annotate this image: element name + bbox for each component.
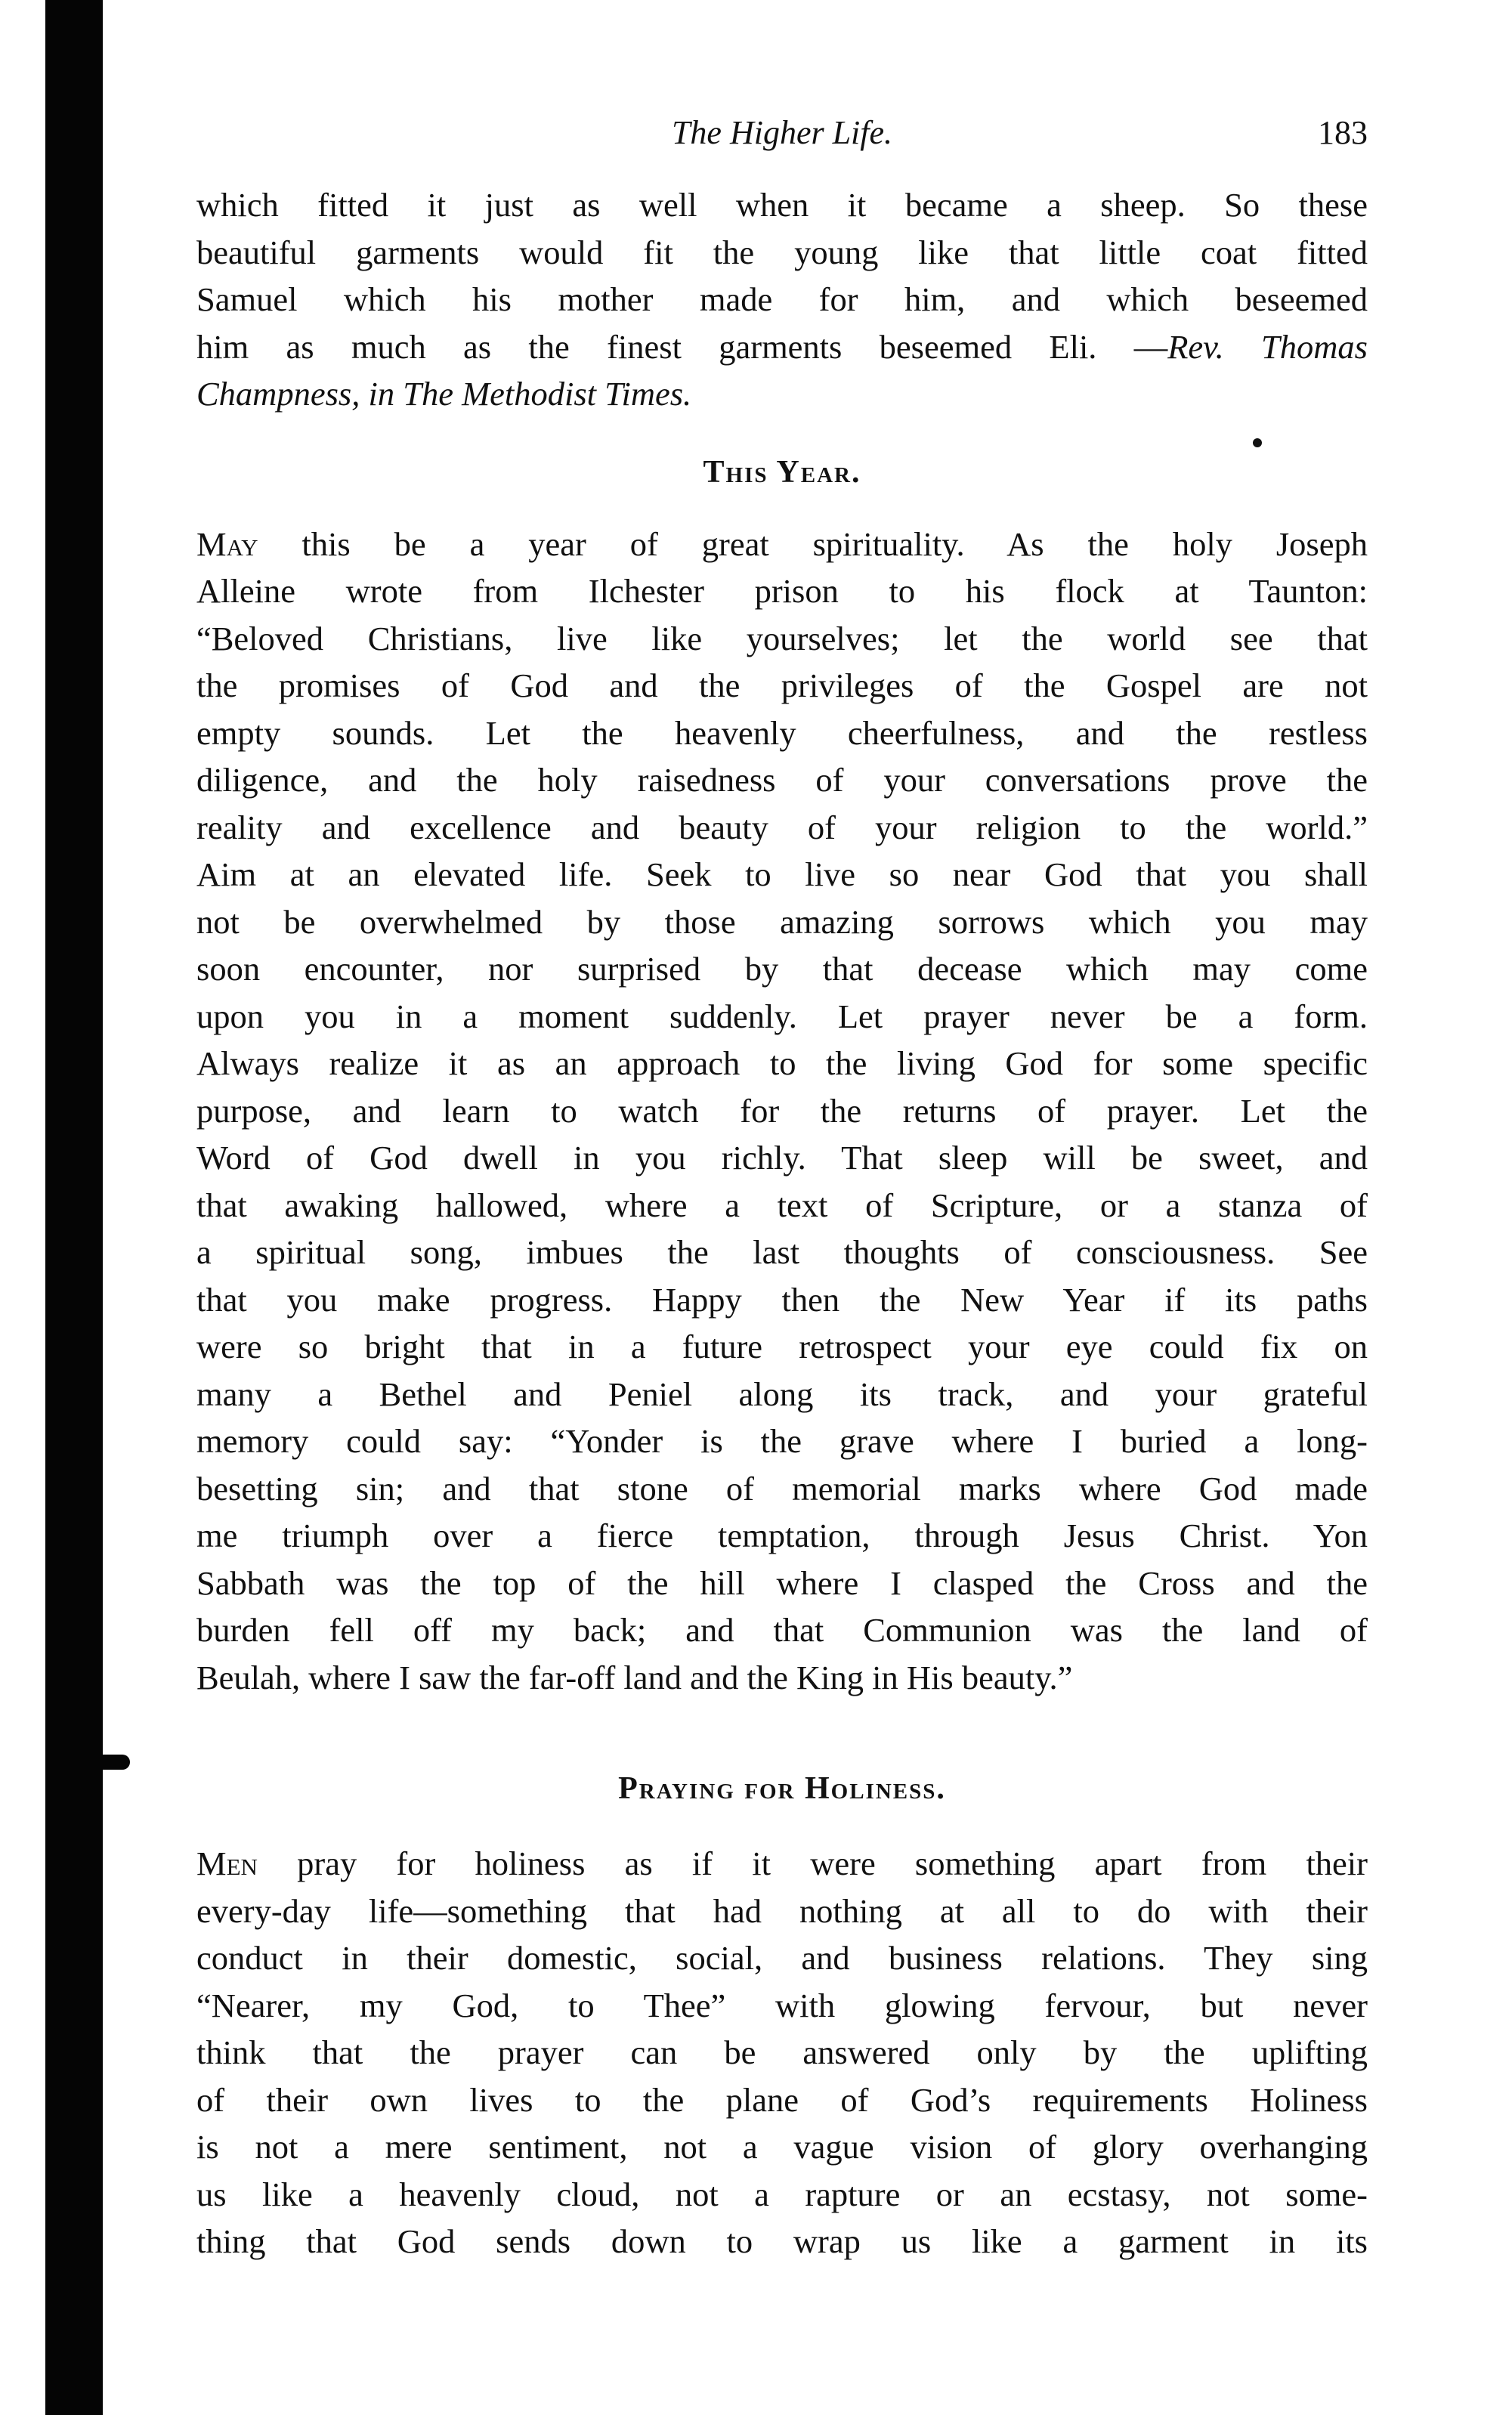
attribution-start: Rev. Thomas <box>1167 327 1368 366</box>
text-line: Alleine wrote from Ilchester prison to his flock at Taunton: <box>196 572 1368 610</box>
text-line: Word of God dwell in you richly. That sleep will be sweet, and <box>196 1139 1368 1177</box>
text-line: besetting sin; and that stone of memorial marks where God made <box>196 1469 1368 1507</box>
text-line-rest: this be a year of great spirituality. As the holy Joseph <box>258 524 1368 563</box>
drop-lead-word: Men <box>196 1844 258 1882</box>
text-line: soon encounter, nor surprised by that decease which may come <box>196 950 1368 988</box>
text-line: purpose, and learn to watch for the returns of prayer. Let the <box>196 1091 1368 1130</box>
intro-paragraph <box>196 181 1368 418</box>
text-line: not be overwhelmed by those amazing sorrows which you may <box>196 902 1368 941</box>
text-line: burden fell off my back; and that Communion was the land of <box>196 1611 1368 1649</box>
text-line: many a Bethel and Peniel along its track, and your grateful <box>196 1374 1368 1413</box>
text-line: empty sounds. Let the heavenly cheerfulness, and the restless <box>196 713 1368 752</box>
text-line: a spiritual song, imbues the last thoughts of consciousness. See <box>196 1233 1368 1271</box>
book-page <box>196 113 1368 2265</box>
text-line: think that the prayer can be answered only by the uplifting <box>196 2033 1368 2071</box>
text-line: “Nearer, my God, to Thee” with glowing fervour, but never <box>196 1986 1368 2024</box>
text-line: us like a heavenly cloud, not a rapture or an ecstasy, not some- <box>196 2175 1368 2213</box>
text-line: every-day life—something that had nothing at all to do with their <box>196 1891 1368 1930</box>
text-line: beautiful garments would fit the young like that little coat fitted <box>196 233 1368 271</box>
text-line: upon you in a moment suddenly. Let prayer never be a form. <box>196 997 1368 1035</box>
drop-lead-word: May <box>196 524 258 563</box>
text-line: diligence, and the holy raisedness of your conversations prove the <box>196 761 1368 799</box>
text-line <box>196 323 1368 371</box>
attribution: Champness, in The Methodist Times. <box>196 375 692 413</box>
text-line: Aim at an elevated life. Seek to live so near God that you shall <box>196 855 1368 893</box>
text-line-start: him as much as the finest garments beseemed Eli. — <box>196 327 1168 366</box>
text-line: is not a mere sentiment, not a vague vision of glory overhanging <box>196 2128 1368 2166</box>
running-head <box>196 113 1368 181</box>
text-line: Samuel which his mother made for him, and which beseemed <box>196 280 1368 318</box>
text-line: conduct in their domestic, social, and business relations. They sing <box>196 1939 1368 1977</box>
text-line: the promises of God and the privileges of the Gospel are not <box>196 666 1368 704</box>
this-year-paragraph <box>196 521 1368 1702</box>
text-line: were so bright that in a future retrospect your eye could fix on <box>196 1328 1368 1365</box>
text-line: Beulah, where I saw the far-off land and the King in His beauty.” <box>196 1658 1073 1696</box>
text-line: me triumph over a fierce temptation, through Jesus Christ. Yon <box>196 1517 1368 1554</box>
text-line: memory could say: “Yonder is the grave where I buried a long- <box>196 1422 1368 1460</box>
text-line: reality and excellence and beauty of your religion to the world.” <box>196 808 1368 846</box>
text-line: “Beloved Christians, live like yourselves; let the world see that <box>196 619 1368 657</box>
text-line: which fitted it just as well when it became a sheep. So these <box>196 186 1368 224</box>
text-line <box>196 1840 1368 1888</box>
running-title: The Higher Life. <box>671 114 893 151</box>
text-line: Sabbath was the top of the hill where I clasped the Cross and the <box>196 1563 1368 1602</box>
text-line: of their own lives to the plane of God’s requirements Holiness <box>196 2080 1368 2119</box>
text-line-rest: pray for holiness as if it were something apart from their <box>257 1844 1368 1882</box>
text-line: that you make progress. Happy then the New Year if its paths <box>196 1280 1368 1319</box>
section-heading-praying-for-holiness: Praying for Holiness. <box>618 1771 946 1806</box>
text-line: thing that God sends down to wrap us like a garment in its <box>196 2222 1368 2260</box>
scan-binding-edge <box>45 0 103 2415</box>
text-line: Always realize it as an approach to the living God for some specific <box>196 1044 1368 1082</box>
text-line <box>196 521 1368 568</box>
scan-edge-mark <box>97 1755 130 1770</box>
section-heading-this-year: This Year. <box>703 454 861 490</box>
page-number: 183 <box>1318 114 1368 151</box>
text-line: that awaking hallowed, where a text of Scripture, or a stanza of <box>196 1186 1368 1224</box>
praying-paragraph <box>196 1840 1368 2265</box>
